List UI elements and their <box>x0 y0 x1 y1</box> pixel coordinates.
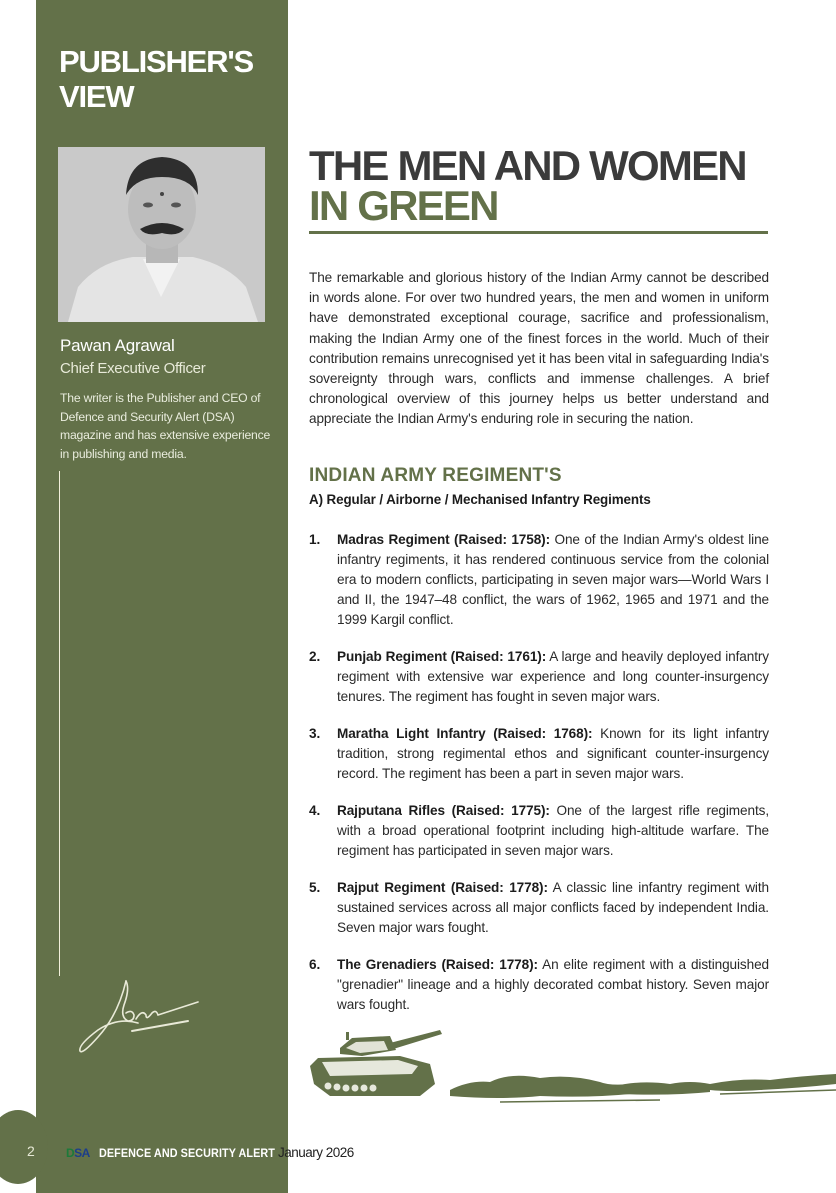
regiment-name: The Grenadiers (Raised: 1778): <box>337 957 538 972</box>
intro-paragraph: The remarkable and glorious history of the Indian Army cannot be described in words alone. For over two hundred years, the men and women in uniform have demonstrated exceptional courage, sacrifice and professionalism, making the Indian Army one of the finest forces in the world. Much of their contribution remains unrecognised yet it has been vital in safeguarding India's sovereignty through wars, conflicts and immense challenges. A brief chronological overview of this journey helps us better understand and appreciate the Indian Army's enduring role in securing the nation. <box>309 270 769 427</box>
list-item-number: 6. <box>309 957 321 972</box>
regiment-name: Rajput Regiment (Raised: 1778): <box>337 880 548 895</box>
author-bio: The writer is the Publisher and CEO of Defence and Security Alert (DSA) magazine and has extensive experience in publishing and media. <box>60 391 271 461</box>
regiment-name: Rajputana Rifles (Raised: 1775): <box>337 803 550 818</box>
list-item <box>309 955 769 1015</box>
regiment-description: A classic line infantry regiment with sustained services across all major conflicts faced by independent India. Seven major wars fought. <box>337 880 769 935</box>
regiment-list <box>309 530 769 1032</box>
issue-date: January 2026 <box>278 1145 354 1160</box>
author-photo <box>58 147 265 322</box>
list-item-number: 1. <box>309 532 321 547</box>
list-item <box>309 801 769 861</box>
list-item <box>309 530 769 630</box>
dsa-logo <box>66 1146 90 1160</box>
list-item-number: 4. <box>309 803 321 818</box>
list-item-number: 3. <box>309 726 321 741</box>
list-item <box>309 647 769 707</box>
sidebar-title-line1: PUBLISHER'S <box>59 44 253 79</box>
article-title <box>309 142 779 229</box>
logo-sa: SA <box>74 1146 90 1160</box>
author-role: Chief Executive Officer <box>60 360 206 377</box>
subheading: A) Regular / Airborne / Mechanised Infantry Regiments <box>309 492 651 507</box>
portrait-image <box>58 147 265 322</box>
sidebar-title <box>59 44 279 114</box>
page-number: 2 <box>27 1143 35 1159</box>
author-name: Pawan Agrawal <box>60 336 175 355</box>
regiment-description: Known for its light infantry tradition, strong regimental ethos and significant counter-insurgency record. The regiment has been a part in seven major wars. <box>337 726 770 781</box>
list-item <box>309 878 769 938</box>
article-title-line2: IN GREEN <box>309 182 498 229</box>
list-item-number: 5. <box>309 880 321 895</box>
tank-illustration-icon <box>300 1022 836 1104</box>
section-heading: INDIAN ARMY REGIMENT'S <box>309 465 562 486</box>
list-item-number: 2. <box>309 649 321 664</box>
regiment-description: One of the Indian Army's oldest line infantry regiments, it has rendered continuous service from the colonial era to modern conflicts, participating in seven major wars—World Wars I and II, the 1947–48 conflict, the wars of 1962, 1965 and 1971 and the 1999 Kargil conflict. <box>337 532 769 627</box>
article-title-line1: THE MEN AND WOMEN <box>309 142 746 189</box>
publication-name: DEFENCE AND SECURITY ALERT <box>99 1146 275 1160</box>
signature-icon <box>68 975 208 1065</box>
regiment-name: Punjab Regiment (Raised: 1761): <box>337 649 547 664</box>
title-underline <box>309 231 768 234</box>
regiment-description: One of the largest rifle regiments, with a broad operational footprint including high-altitude warfare. The regiment has participated in seven major wars. <box>337 803 769 858</box>
regiment-description: A large and heavily deployed infantry regiment with extensive war experience and long counter-insurgency tenures. The regiment has fought in seven major wars. <box>337 649 769 704</box>
regiment-name: Madras Regiment (Raised: 1758): <box>337 532 551 547</box>
regiment-name: Maratha Light Infantry (Raised: 1768): <box>337 726 593 741</box>
regiment-description: An elite regiment with a distinguished "grenadier" lineage and a highly decorated combat history. Seven major wars fought. <box>337 957 769 1012</box>
sidebar-divider <box>59 471 60 976</box>
sidebar-title-line2: VIEW <box>59 79 134 114</box>
logo-d: D <box>66 1146 75 1160</box>
list-item <box>309 724 769 784</box>
